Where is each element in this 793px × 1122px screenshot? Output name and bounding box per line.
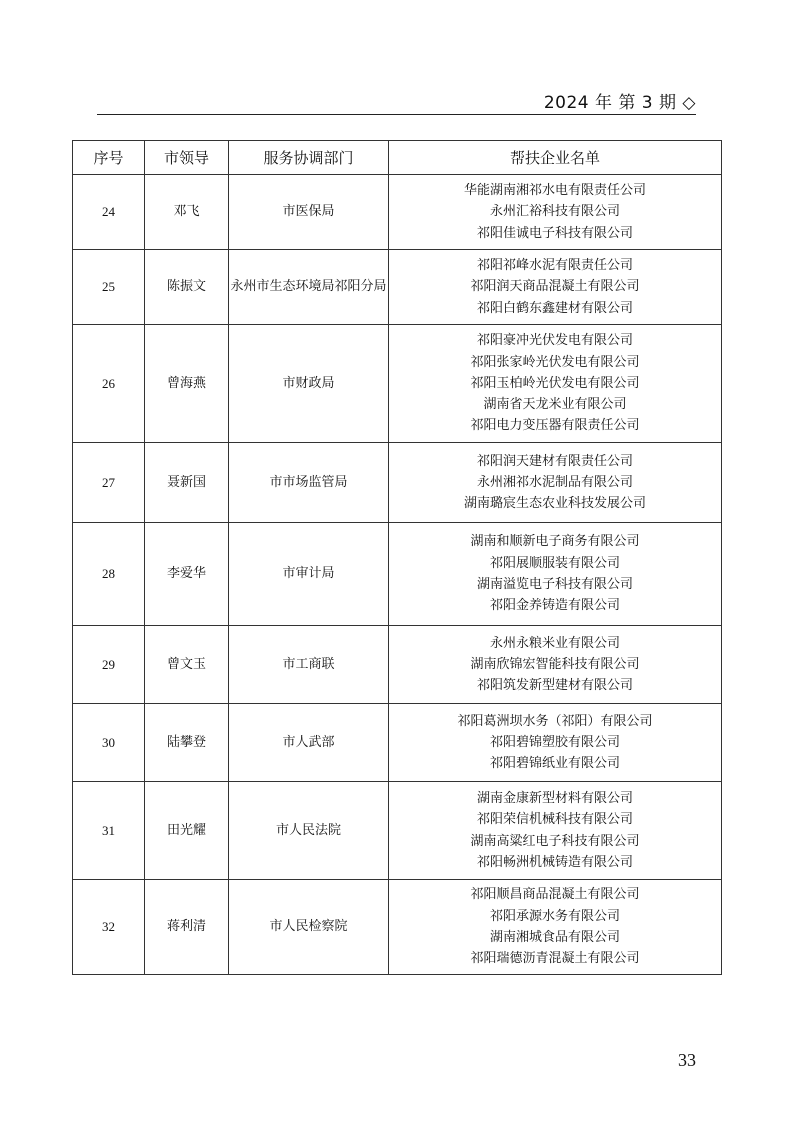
table-row [73, 523, 722, 626]
company-name: 祁阳电力变压器有限责任公司 [470, 418, 640, 434]
company-name: 祁阳碧锦塑胶有限公司 [489, 734, 620, 750]
table-row [73, 175, 722, 250]
row-companies [389, 782, 722, 880]
row-number: 26 [73, 325, 145, 443]
company-name: 永州永粮米业有限公司 [489, 635, 620, 651]
company-name: 祁阳瑞德沥青混凝土有限公司 [470, 951, 640, 967]
row-companies [389, 250, 722, 325]
row-department: 市审计局 [229, 523, 389, 626]
company-name: 祁阳白鹤东鑫建材有限公司 [476, 300, 633, 316]
row-number: 29 [73, 626, 145, 704]
company-name: 湖南欣锦宏智能科技有限公司 [470, 656, 640, 672]
row-leader: 陆攀登 [145, 704, 229, 782]
table-row [73, 782, 722, 880]
row-number: 30 [73, 704, 145, 782]
company-name: 祁阳承源水务有限公司 [489, 908, 620, 924]
row-department: 市人武部 [229, 704, 389, 782]
company-name: 祁阳张家岭光伏发电有限公司 [470, 354, 640, 370]
company-name: 湖南省天龙米业有限公司 [483, 397, 627, 413]
header-rule [97, 114, 696, 115]
company-name: 湖南璐宸生态农业科技发展公司 [463, 496, 646, 512]
row-companies [389, 175, 722, 250]
row-number: 31 [73, 782, 145, 880]
row-number: 24 [73, 175, 145, 250]
company-name: 湖南溢览电子科技有限公司 [476, 577, 633, 592]
company-name: 祁阳畅洲机械铸造有限公司 [476, 854, 633, 870]
row-number: 25 [73, 250, 145, 325]
company-name: 祁阳佳诚电子科技有限公司 [476, 225, 633, 241]
row-department: 市市场监管局 [229, 443, 389, 523]
row-companies [389, 325, 722, 443]
column-header-department: 服务协调部门 [229, 141, 389, 175]
company-name: 祁阳筑发新型建材有限公司 [476, 678, 633, 694]
table-header-row [73, 141, 722, 175]
row-leader: 蒋利清 [145, 880, 229, 975]
table-row [73, 250, 722, 325]
table-row [73, 880, 722, 975]
company-name: 湖南金康新型材料有限公司 [476, 790, 633, 806]
row-leader: 聂新国 [145, 443, 229, 523]
row-number: 32 [73, 880, 145, 975]
company-name: 祁阳玉柏岭光伏发电有限公司 [470, 375, 640, 391]
column-header-companies: 帮扶企业名单 [389, 141, 722, 175]
row-department: 永州市生态环境局祁阳分局 [229, 250, 389, 325]
row-department: 市人民法院 [229, 782, 389, 880]
row-leader: 李爱华 [145, 523, 229, 626]
company-name: 祁阳荣信机械科技有限公司 [476, 812, 633, 828]
row-companies [389, 443, 722, 523]
issue-header: 2024 年 第 3 期 ◇ [543, 93, 696, 113]
column-header-leader: 市领导 [145, 141, 229, 175]
column-header-number: 序号 [73, 141, 145, 175]
company-name: 祁阳碧锦纸业有限公司 [489, 756, 620, 772]
company-name: 湖南高粱红电子科技有限公司 [470, 833, 640, 849]
row-department: 市工商联 [229, 626, 389, 704]
company-name: 湖南湘城食品有限公司 [489, 930, 620, 945]
assistance-table [72, 140, 722, 975]
row-leader: 曾海燕 [145, 325, 229, 443]
company-name: 永州汇裕科技有限公司 [489, 204, 620, 220]
table-row [73, 325, 722, 443]
page-number: 33 [678, 1050, 696, 1070]
row-companies [389, 880, 722, 975]
company-name: 祁阳葛洲坝水务（祁阳）有限公司 [457, 713, 653, 729]
row-number: 27 [73, 443, 145, 523]
row-leader: 曾文玉 [145, 626, 229, 704]
company-name: 祁阳豪冲光伏发电有限公司 [476, 333, 633, 349]
row-leader: 邓飞 [145, 175, 229, 250]
row-number: 28 [73, 523, 145, 626]
row-leader: 田光耀 [145, 782, 229, 880]
table-row [73, 704, 722, 782]
table-row [73, 443, 722, 523]
company-name: 祁阳金养铸造有限公司 [489, 598, 620, 614]
row-companies [389, 704, 722, 782]
company-name: 祁阳展顺服装有限公司 [489, 555, 620, 571]
company-name: 祁阳祁峰水泥有限责任公司 [476, 258, 633, 274]
company-name: 祁阳顺昌商品混凝土有限公司 [470, 887, 640, 903]
company-name: 祁阳润天商品混凝土有限公司 [470, 279, 640, 295]
table-body [73, 175, 722, 975]
company-name: 华能湖南湘祁水电有限责任公司 [463, 183, 646, 199]
table-row [73, 626, 722, 704]
row-department: 市人民检察院 [229, 880, 389, 975]
company-name: 祁阳润天建材有限责任公司 [476, 453, 633, 469]
company-name: 湖南和顺新电子商务有限公司 [470, 534, 640, 550]
company-name: 永州湘祁水泥制品有限公司 [476, 474, 633, 490]
row-companies [389, 523, 722, 626]
row-department: 市医保局 [229, 175, 389, 250]
row-companies [389, 626, 722, 704]
row-leader: 陈振文 [145, 250, 229, 325]
row-department: 市财政局 [229, 325, 389, 443]
